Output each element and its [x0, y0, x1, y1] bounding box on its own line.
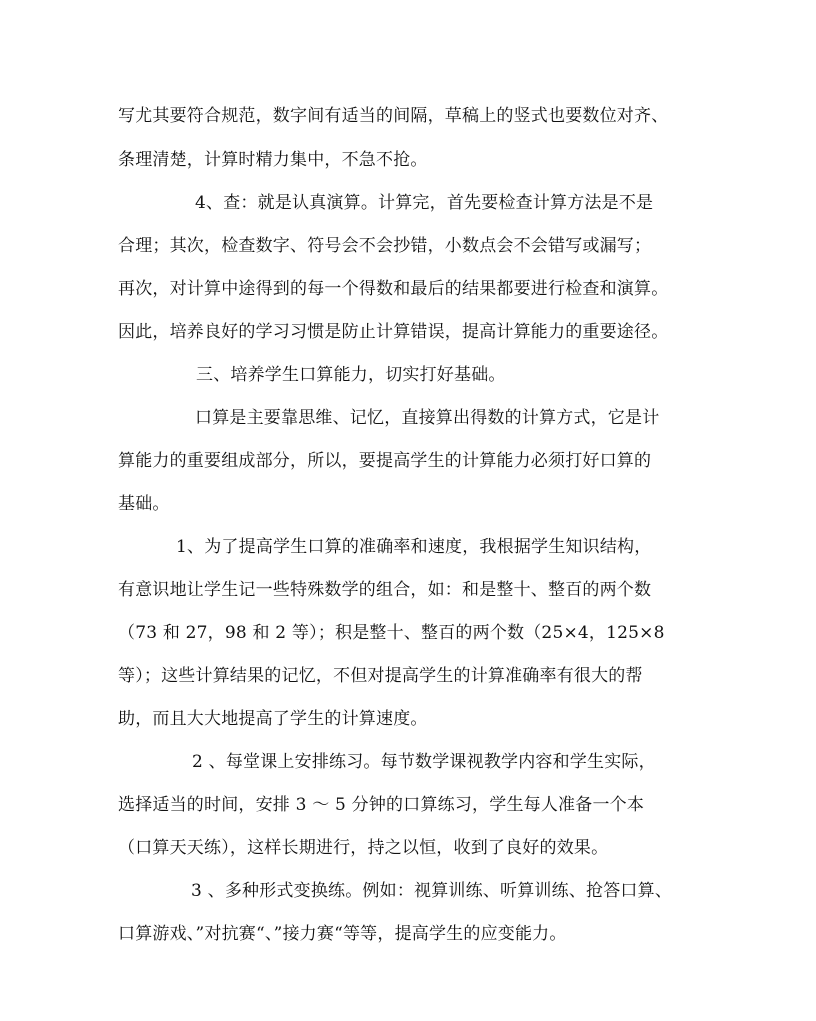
text-line: 有意识地让学生记一些特殊数学的组合，如：和是整十、整百的两个数 [118, 580, 652, 600]
paragraph-start-line: 4、查：就是认真演算。计算完，首先要检查计算方法是不是 [195, 193, 654, 213]
paragraph-start-line: 3 、多种形式变换练。例如：视算训练、听算训练、抢答口算、 [191, 881, 673, 901]
text-line: 基础。 [118, 494, 170, 514]
text-line: 再次，对计算中途得到的每一个得数和最后的结果都要进行检查和演算。 [118, 279, 669, 299]
text-line: （口算天天练），这样长期进行，持之以恒，收到了良好的效果。 [118, 838, 609, 858]
text-line: 因此，培养良好的学习习惯是防止计算错误，提高计算能力的重要途径。 [118, 322, 669, 342]
section-heading: 三、培养学生口算能力，切实打好基础。 [196, 365, 506, 385]
text-line: 选择适当的时间，安排 3 ～ 5 分钟的口算练习，学生每人准备一个本 [118, 795, 645, 815]
text-line: 写尤其要符合规范，数字间有适当的间隔，草稿上的竖式也要数位对齐、 [118, 106, 669, 126]
text-line: 等）；这些计算结果的记忆，不但对提高学生的计算准确率有很大的帮 [118, 666, 643, 686]
paragraph-start-line: 1、为了提高学生口算的准确率和速度，我根据学生知识结构， [176, 537, 652, 557]
paragraph-start-line: 口算是主要靠思维、记忆，直接算出得数的计算方式，它是计 [195, 408, 660, 428]
text-line: 合理；其次，检查数字、符号会不会抄错，小数点会不会错写或漏写； [118, 236, 652, 256]
text-line: （73 和 27，98 和 2 等）；积是整十、整百的两个数（25×4，125×8 [118, 623, 665, 643]
text-line: 助，而且大大地提高了学生的计算速度。 [118, 709, 428, 729]
text-line: 口算游戏、”对抗赛“、”接力赛“等等，提高学生的应变能力。 [118, 924, 567, 944]
text-line: 算能力的重要组成部分，所以，要提高学生的计算能力必须打好口算的 [118, 451, 652, 471]
text-line: 条理清楚，计算时精力集中，不急不抢。 [118, 150, 428, 170]
paragraph-start-line: 2 、每堂课上安排练习。每节数学课视教学内容和学生实际， [192, 752, 656, 772]
